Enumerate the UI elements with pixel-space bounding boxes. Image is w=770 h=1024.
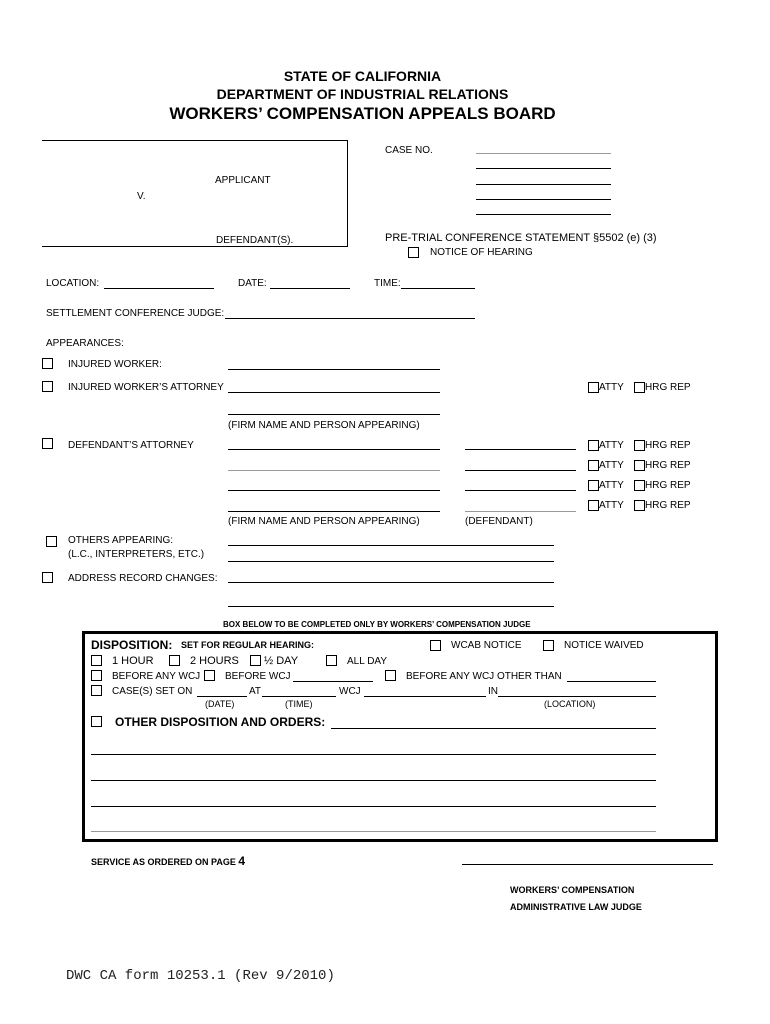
cases-location-field[interactable] xyxy=(498,696,656,697)
disposition-title: DISPOSITION: xyxy=(91,638,173,652)
versus-label: V. xyxy=(137,191,146,202)
hrg-rep-label-0: HRG REP xyxy=(645,382,691,393)
before-any-wcj-checkbox[interactable] xyxy=(91,670,102,681)
defendant-label: (DEFENDANT) xyxy=(465,516,533,527)
injured-worker-field[interactable] xyxy=(228,369,440,370)
defendant-field-4[interactable] xyxy=(465,511,576,512)
all-day-checkbox[interactable] xyxy=(326,655,337,666)
address-checkbox[interactable] xyxy=(42,572,53,583)
defendant-attorney-label: DEFENDANT’S ATTORNEY xyxy=(68,440,194,451)
case-no-label: CASE NO. xyxy=(385,145,433,156)
case-no-line-4[interactable] xyxy=(476,199,611,200)
regular-hearing-label: SET FOR REGULAR HEARING: xyxy=(181,640,315,650)
header-department: DEPARTMENT OF INDUSTRIAL RELATIONS xyxy=(216,86,509,102)
time-field[interactable] xyxy=(401,288,475,289)
defendant-attorney-checkbox[interactable] xyxy=(42,438,53,449)
atty-checkbox-1[interactable] xyxy=(588,440,599,451)
other-orders-field-1[interactable] xyxy=(91,754,656,755)
firm-field-1[interactable] xyxy=(228,414,440,415)
judge-signature-line[interactable] xyxy=(462,864,713,865)
atty-label-1: ATTY xyxy=(599,440,624,451)
time-hint: (TIME) xyxy=(285,699,313,709)
hrg-rep-label-2: HRG REP xyxy=(645,460,691,471)
date-field[interactable] xyxy=(270,288,350,289)
hrg-rep-label-1: HRG REP xyxy=(645,440,691,451)
case-no-line-3[interactable] xyxy=(476,184,611,185)
atty-label-4: ATTY xyxy=(599,500,624,511)
hrg-rep-checkbox-4[interactable] xyxy=(634,500,645,511)
cases-time-field[interactable] xyxy=(262,696,336,697)
service-label xyxy=(91,854,245,868)
atty-label-0: ATTY xyxy=(599,382,624,393)
notice-label: NOTICE OF HEARING xyxy=(430,247,533,258)
half-day-label: ½ DAY xyxy=(264,655,299,667)
defendant-field-3[interactable] xyxy=(465,490,576,491)
other-orders-checkbox[interactable] xyxy=(91,716,102,727)
before-other-label: BEFORE ANY WCJ OTHER THAN xyxy=(406,671,562,682)
caption-top-rule xyxy=(42,140,348,141)
wcab-notice-checkbox[interactable] xyxy=(430,640,441,651)
injured-attorney-checkbox[interactable] xyxy=(42,381,53,392)
other-orders-field-0[interactable] xyxy=(331,728,656,729)
appearances-title: APPEARANCES: xyxy=(46,338,124,349)
others-checkbox[interactable] xyxy=(46,536,57,547)
date-label: DATE: xyxy=(238,278,267,289)
other-orders-label: OTHER DISPOSITION AND ORDERS: xyxy=(115,715,326,729)
in-label: IN xyxy=(488,686,498,697)
wcab-notice-label: WCAB NOTICE xyxy=(451,640,522,651)
defendants-label: DEFENDANT(S). xyxy=(216,235,294,246)
two-hours-label: 2 HOURS xyxy=(190,655,239,667)
case-no-line-1[interactable] xyxy=(476,153,611,154)
box-note: BOX BELOW TO BE COMPLETED ONLY BY WORKERS’ COMPENSATION JUDGE xyxy=(223,620,531,629)
service-page: 4 xyxy=(238,854,246,868)
atty-checkbox-2[interactable] xyxy=(588,460,599,471)
before-other-checkbox[interactable] xyxy=(385,670,396,681)
all-day-label: ALL DAY xyxy=(347,656,388,667)
injured-worker-checkbox[interactable] xyxy=(42,358,53,369)
firm-label-2: (FIRM NAME AND PERSON APPEARING) xyxy=(228,516,420,527)
atty-checkbox-0[interactable] xyxy=(588,382,599,393)
others-field-1[interactable] xyxy=(228,545,554,546)
injured-worker-label: INJURED WORKER: xyxy=(68,359,162,370)
hrg-rep-label-4: HRG REP xyxy=(645,500,691,511)
pretrial-statement: PRE-TRIAL CONFERENCE STATEMENT §5502 (e) (3) xyxy=(385,232,657,244)
defendant-attorney-field-2[interactable] xyxy=(228,470,440,471)
at-label: AT xyxy=(249,686,262,697)
other-orders-field-2[interactable] xyxy=(91,780,656,781)
one-hour-checkbox[interactable] xyxy=(91,655,102,666)
injured-attorney-field[interactable] xyxy=(228,392,440,393)
wcj-label: WCJ xyxy=(339,686,361,697)
judge-field[interactable] xyxy=(225,318,475,319)
location-hint: (LOCATION) xyxy=(544,699,596,709)
notice-waived-checkbox[interactable] xyxy=(543,640,554,651)
date-hint: (DATE) xyxy=(205,699,235,709)
signature-title-1: WORKERS’ COMPENSATION xyxy=(510,885,635,895)
hrg-rep-checkbox-1[interactable] xyxy=(634,440,645,451)
cases-set-label: CASE(S) SET ON xyxy=(112,686,193,697)
address-field-1[interactable] xyxy=(228,582,554,583)
time-label: TIME: xyxy=(374,278,401,289)
caption-divider xyxy=(347,140,348,247)
cases-wcj-field[interactable] xyxy=(364,696,486,697)
before-other-field[interactable] xyxy=(567,681,656,682)
form-number: DWC CA form 10253.1 xyxy=(66,968,226,984)
before-any-wcj-label: BEFORE ANY WCJ xyxy=(112,671,201,682)
one-hour-label: 1 HOUR xyxy=(112,655,154,667)
atty-checkbox-3[interactable] xyxy=(588,480,599,491)
judge-label: SETTLEMENT CONFERENCE JUDGE: xyxy=(46,308,225,319)
form-revision: (Rev 9/2010) xyxy=(234,968,335,984)
notice-waived-label: NOTICE WAIVED xyxy=(564,640,644,651)
before-wcj-checkbox[interactable] xyxy=(204,670,215,681)
form-id xyxy=(66,968,335,984)
cases-set-checkbox[interactable] xyxy=(91,685,102,696)
atty-label-2: ATTY xyxy=(599,460,624,471)
hrg-rep-checkbox-2[interactable] xyxy=(634,460,645,471)
others-field-2[interactable] xyxy=(228,561,554,562)
location-label: LOCATION: xyxy=(46,278,100,289)
cases-date-field[interactable] xyxy=(197,696,247,697)
defendant-attorney-field-3[interactable] xyxy=(228,490,440,491)
defendant-field-2[interactable] xyxy=(465,470,576,471)
half-day-checkbox[interactable] xyxy=(250,655,261,666)
service-text: SERVICE AS ORDERED ON PAGE xyxy=(91,857,236,867)
others-label-1: OTHERS APPEARING: xyxy=(68,535,174,546)
defendant-attorney-field-4[interactable] xyxy=(228,511,440,512)
two-hours-checkbox[interactable] xyxy=(169,655,180,666)
hrg-rep-checkbox-0[interactable] xyxy=(634,382,645,393)
before-wcj-label: BEFORE WCJ xyxy=(225,671,291,682)
atty-checkbox-4[interactable] xyxy=(588,500,599,511)
case-no-line-2[interactable] xyxy=(476,168,611,169)
other-orders-field-3[interactable] xyxy=(91,806,656,807)
atty-label-3: ATTY xyxy=(599,480,624,491)
notice-checkbox[interactable] xyxy=(408,247,419,258)
applicant-label: APPLICANT xyxy=(215,175,271,186)
hrg-rep-checkbox-3[interactable] xyxy=(634,480,645,491)
defendant-attorney-field-1[interactable] xyxy=(228,449,440,450)
location-field[interactable] xyxy=(104,288,214,289)
address-label: ADDRESS RECORD CHANGES: xyxy=(68,573,218,584)
hrg-rep-label-3: HRG REP xyxy=(645,480,691,491)
header-board: WORKERS’ COMPENSATION APPEALS BOARD xyxy=(169,104,556,123)
address-field-2[interactable] xyxy=(228,606,554,607)
defendant-field-1[interactable] xyxy=(465,449,576,450)
case-no-line-5[interactable] xyxy=(476,214,611,215)
header-state: STATE OF CALIFORNIA xyxy=(283,68,442,84)
injured-attorney-label: INJURED WORKER’S ATTORNEY xyxy=(68,382,224,393)
caption-bottom-rule xyxy=(42,246,348,247)
firm-label-1: (FIRM NAME AND PERSON APPEARING) xyxy=(228,420,420,431)
signature-title-2: ADMINISTRATIVE LAW JUDGE xyxy=(510,902,642,912)
other-orders-field-4[interactable] xyxy=(91,831,656,832)
others-label-2: (L.C., INTERPRETERS, ETC.) xyxy=(68,549,205,560)
before-wcj-field[interactable] xyxy=(293,681,373,682)
